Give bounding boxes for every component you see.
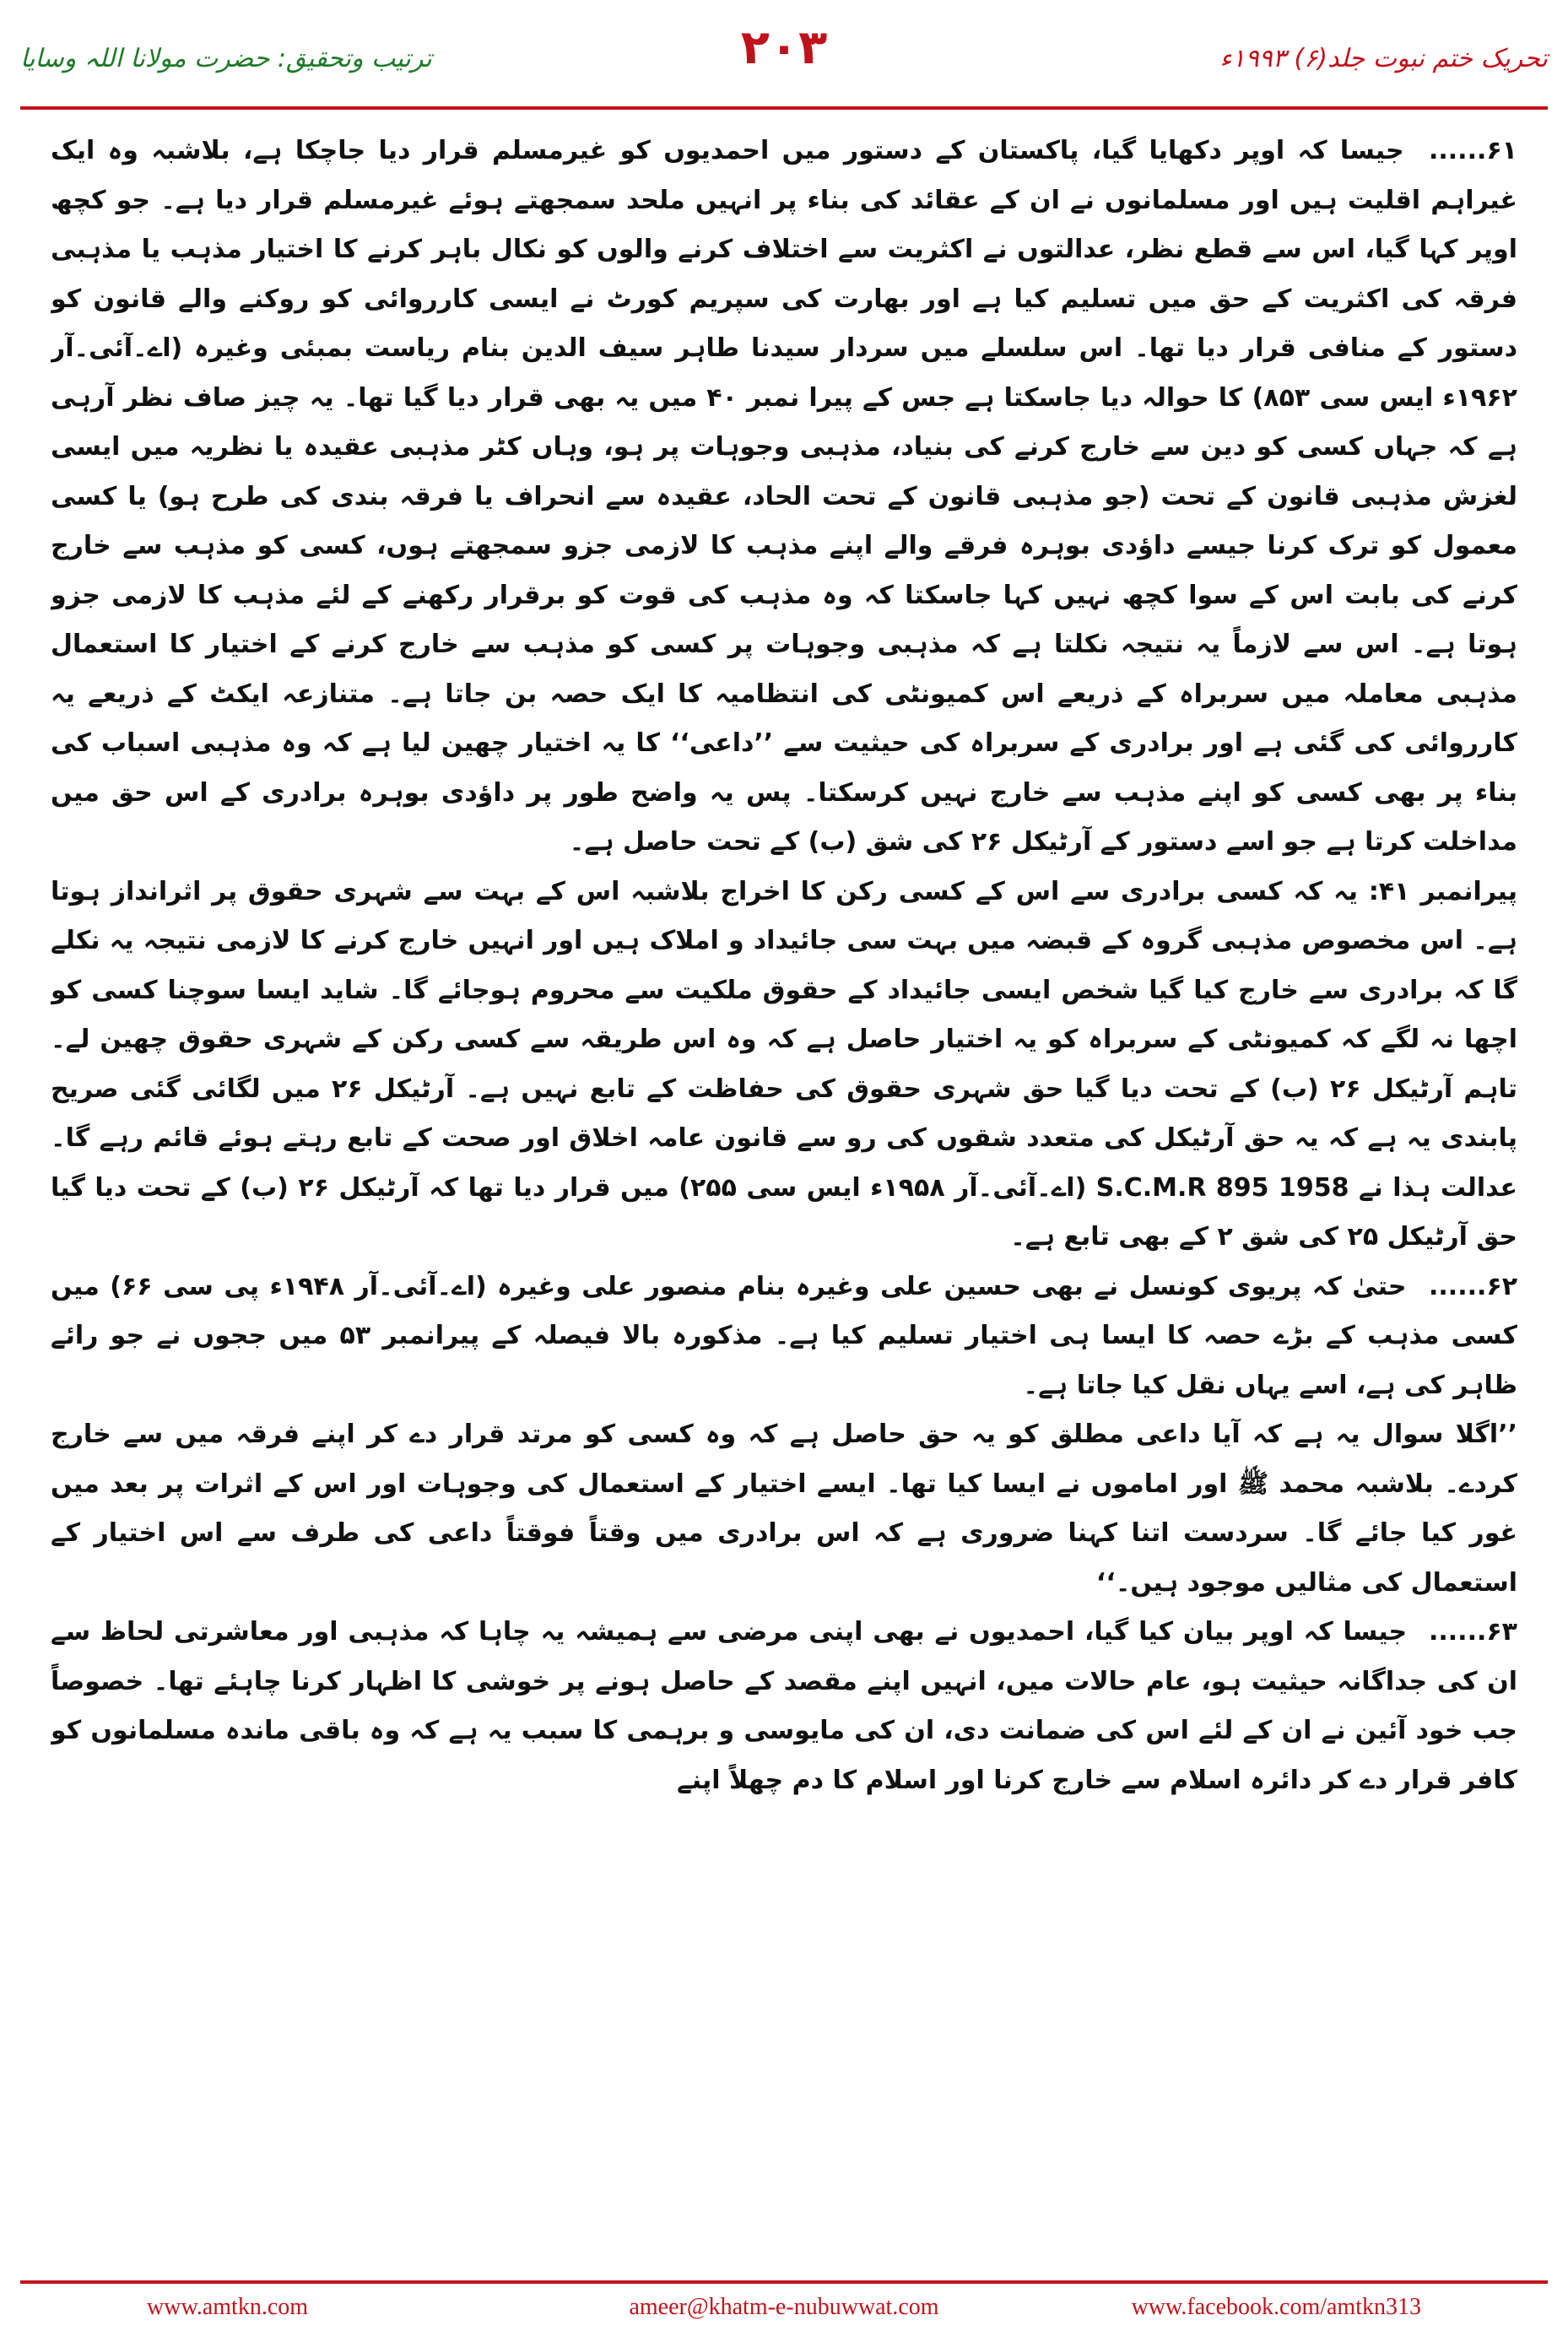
email-link[interactable]: ameer@khatm-e-nubuwwat.com <box>629 2294 939 2320</box>
paragraph-text: جیسا کہ اوپر دکھایا گیا، پاکستان کے دستور میں احمدیوں کو غیرمسلم قرار دیا جاچکا ہے، بلاشبہ وہ ایک غیراہم اقلیت ہیں اور مسلمانوں نے ان کے عقائد کی بناء پر انہیں ملحد سمجھتے ہوئے غیرمسلم قرار دیا ہے۔ جو کچھ اوپر کہا گیا، اس سے قطع نظر، عدالتوں نے اکثریت سے اختلاف کرنے والوں کو نکال باہر کرنے کا اختیار مذہب یا مذہبی فرقہ کی اکثریت کے حق میں تسلیم کیا ہے اور بھارت کی سپریم کورٹ نے ایسی کارروائی کو روکنے والے قانون کو دستور کے منافی قرار دیا تھا۔ اس سلسلے میں سردار سیدنا طاہر سیف الدین بنام ریاست بمبئی وغیرہ (اے۔آئی۔آر ۱۹۶۲ء ایس سی ۸۵۳) کا حوالہ دیا جاسکتا ہے جس کے پیرا نمبر ۴۰ میں یہ بھی قرار دیا گیا تھا۔ یہ چیز صاف نظر آرہی ہے کہ جہاں کسی کو دین سے خارج کرنے کی بنیاد، مذہبی وجوہات پر ہو، وہاں کٹر مذہبی عقیدہ یا نظریہ میں ایسی لغزش مذہبی قانون کے تحت (جو مذہبی قانون کے تحت الحاد، عقیدہ سے انحراف یا فرقہ بندی کی طرح ہو) یا کسی معمول کو ترک کرنا جیسے داؤدی بوہرہ فرقے والے اپنے مذہب کا لازمی جزو سمجھتے ہوں، کسی کو مذہب سے خارج کرنے کی بابت اس کے سوا کچھ نہیں کہا جاسکتا کہ وہ مذہب کی قوت کو برقرار رکھنے کے لئے مذہب کا لازمی جزو ہوتا ہے۔ اس سے لازماً یہ نتیجہ نکلتا ہے کہ مذہبی وجوہات پر کسی کو مذہب سے خارج کرنے کے اختیار کا استعمال مذہبی معاملہ میں سربراہ کے ذریعے اس کمیونٹی کی انتظامیہ کا ایک حصہ بن جاتا ہے۔ متنازعہ ایکٹ کے ذریعے یہ کارروائی کی گئی ہے اور برادری کے سربراہ کی حیثیت سے ’’داعی‘‘ کا یہ اختیار چھین لیا ہے کہ وہ مذہبی اسباب کی بناء پر بھی کسی کو اپنے مذہب سے خارج نہیں کرسکتا۔ پس یہ واضح طور پر داؤدی بوہرہ برادری کے اس حق میں مداخلت کرتا ہے جو اسے دستور کے آرٹیکل ۲۶ کی شق (ب) کے تحت حاصل ہے۔ <box>51 136 1517 857</box>
paragraph-number: ۶۳...... <box>1428 1617 1517 1647</box>
header-compiler: ترتیب وتحقیق: حضرت مولانا اللہ وسایا <box>20 44 432 73</box>
paragraph-number: ۶۲...... <box>1429 1271 1517 1301</box>
paragraph-text: حتیٰ کہ پریوی کونسل نے بھی حسین علی وغیرہ بنام منصور علی وغیرہ (اے۔آئی۔آر ۱۹۴۸ء پی سی ۶۶) میں کسی مذہب کے بڑے حصہ کا ایسا ہی اختیار تسلیم کیا ہے۔ مذکورہ بالا فیصلہ کے پیرانمبر ۵۳ میں ججوں نے جو رائے ظاہر کی ہے، اسے یہاں نقل کیا جاتا ہے۔ <box>51 1271 1517 1400</box>
paragraph-text: جیسا کہ اوپر بیان کیا گیا، احمدیوں نے بھی اپنی مرضی سے ہمیشہ یہ چاہا کہ مذہبی اور معاشرتی لحاظ سے ان کی جداگانہ حیثیت ہو، عام حالات میں، انہیں اپنے مقصد کے حاصل ہونے پر خوشی کا اظہار کرنا چاہئے تھا۔ خصوصاً جب خود آئین نے ان کے لئے اس کی ضمانت دی، ان کی مایوسی و برہمی کا سبب یہ ہے کہ وہ باقی ماندہ مسلمانوں کو کافر قرار دے کر دائرہ اسلام سے خارج کرنا اور اسلام کا دم چھلاً اپنے <box>51 1617 1517 1795</box>
page-number: ۲۰۳ <box>740 20 828 75</box>
page-footer <box>20 2289 1548 2331</box>
footer-divider <box>20 2280 1548 2284</box>
paragraph-63 <box>51 1608 1517 1805</box>
facebook-link[interactable]: www.facebook.com/amtkn313 <box>1131 2294 1421 2320</box>
quote-text: ’’اگلا سوال یہ ہے کہ آیا داعی مطلق کو یہ حق حاصل ہے کہ وہ کسی کو مرتد قرار دے کر اپنے فرقہ میں سے خارج کردے۔ بلاشبہ محمد ﷺ اور اماموں نے ایسا کیا تھا۔ ایسے اختیار کے استعمال کی وجوہات اور اس کے اثرات پر بعد میں غور کیا جائے گا۔ سردست اتنا کہنا ضروری ہے کہ اس برادری میں وقتاً فوقتاً داعی کی طرف سے اس اختیار کے استعمال کی مثالیں موجود ہیں۔‘‘ <box>51 1420 1517 1598</box>
body-text <box>51 127 1517 2270</box>
paragraph-number: ۶۱...... <box>1428 136 1517 165</box>
paragraph-61 <box>51 127 1517 868</box>
quoted-passage <box>51 1410 1517 1608</box>
header-divider <box>20 106 1548 110</box>
page-header <box>20 15 1548 106</box>
website-link[interactable]: www.amtkn.com <box>147 2294 309 2320</box>
header-book-title: تحریک ختم نبوت جلد(۶) ۱۹۹۳ء <box>1219 44 1548 73</box>
paragraph-text: پیرانمبر ۴۱: یہ کہ کسی برادری سے اس کے کسی رکن کا اخراج بلاشبہ اس کے بہت سے شہری حقوق پر اثرانداز ہوتا ہے۔ اس مخصوص مذہبی گروہ کے قبضہ میں بہت سی جائیداد و املاک ہیں اور انہیں خارج کرنے کا لازمی نتیجہ یہ نکلے گا کہ برادری سے خارج کیا گیا شخص ایسی جائیداد کے حقوق ملکیت سے محروم ہوجائے گا۔ شاید ایسا سوچنا کسی کو اچھا نہ لگے کہ کمیونٹی کے سربراہ کو یہ اختیار حاصل ہے کہ وہ اس طریقہ سے کسی رکن کے شہری حقوق چھین لے۔ تاہم آرٹیکل ۲۶ (ب) کے تحت دیا گیا حق شہری حقوق کی حفاظت کے تابع نہیں ہے۔ آرٹیکل ۲۶ میں لگائی گئی صریح پابندی یہ ہے کہ یہ حق آرٹیکل کی متعدد شقوں کی رو سے قانون عامہ اخلاق اور صحت کے تابع رہتے ہوئے قائم رہے گا۔ عدالت ہذا نے 1958 S.C.M.R 895 (اے۔آئی۔آر ۱۹۵۸ء ایس سی ۲۵۵) میں قرار دیا تھا کہ آرٹیکل ۲۶ (ب) کے تحت دیا گیا حق آرٹیکل ۲۵ کی شق ۲ کے بھی تابع ہے۔ <box>51 876 1517 1252</box>
paragraph-41-para <box>51 868 1517 1263</box>
paragraph-62 <box>51 1263 1517 1411</box>
